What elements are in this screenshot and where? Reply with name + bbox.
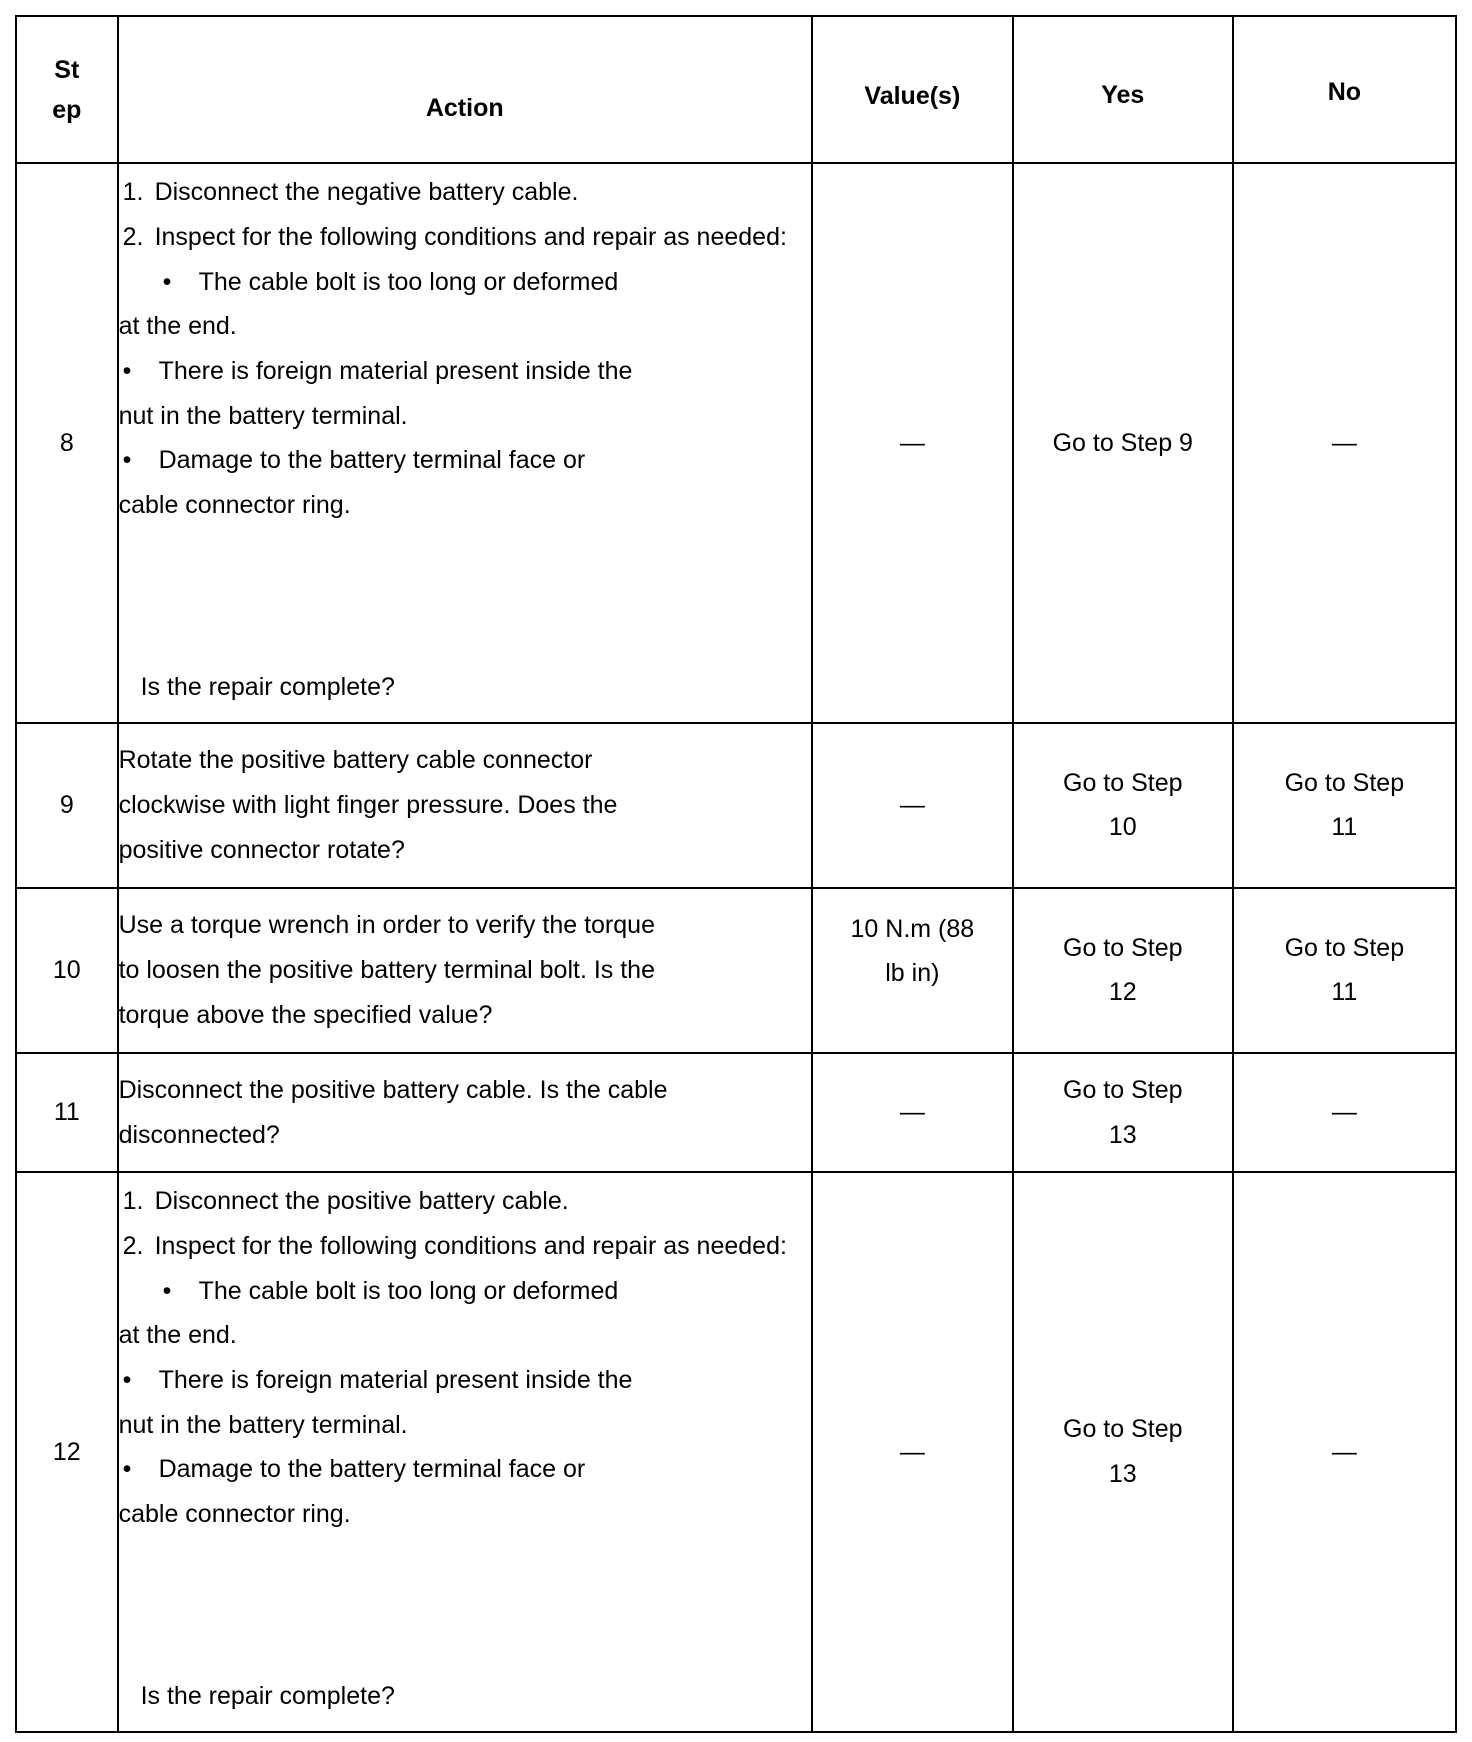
action-line: disconnected? [118, 1120, 280, 1149]
yes-line: 12 [1108, 978, 1137, 1007]
diagnostic-table [15, 15, 1457, 1733]
header-values-label: Value(s) [864, 82, 961, 111]
no-line: Go to Step [1284, 768, 1405, 797]
bullet-continuation: at the end. [118, 312, 237, 341]
action-cell [118, 163, 812, 723]
yes-line: Go to Step [1063, 1075, 1183, 1104]
header-values [812, 16, 1013, 163]
yes-cell [1013, 723, 1233, 888]
bullet-item [119, 1447, 811, 1492]
bullet-item [119, 349, 811, 394]
bullet-text: Damage to the battery terminal face or [158, 446, 586, 475]
header-step-line1: St [54, 55, 80, 84]
no-cell: — [1233, 163, 1456, 723]
step-number: 8 [16, 163, 118, 723]
value-cell: — [812, 163, 1013, 723]
bullet-item [119, 260, 811, 305]
table-row [16, 1053, 1456, 1172]
action-item [119, 170, 811, 215]
bullet-text: There is foreign material present inside the [158, 356, 633, 385]
yes-cell: Go to Step 9 [1013, 163, 1233, 723]
value-cell: — [812, 1053, 1013, 1172]
value-cell [812, 888, 1013, 1053]
step-number: 10 [16, 888, 118, 1053]
action-line: clockwise with light finger pressure. Does the [118, 791, 618, 820]
bullet-text: The cable bolt is too long or deformed [198, 1276, 619, 1305]
yes-line: 10 [1108, 813, 1137, 842]
yes-line: Go to Step [1063, 933, 1183, 962]
header-row [16, 16, 1456, 163]
item-text: Inspect for the following conditions and repair as needed: [154, 222, 787, 251]
bullet-item [119, 438, 811, 483]
no-cell: — [1233, 1053, 1456, 1172]
bullet-item [119, 1358, 811, 1403]
value-cell: — [812, 723, 1013, 888]
action-line: torque above the specified value? [118, 1000, 493, 1029]
no-line: Go to Step [1284, 933, 1405, 962]
yes-line: 13 [1108, 1460, 1137, 1489]
action-item [119, 215, 811, 260]
action-line: Rotate the positive battery cable connector [118, 746, 593, 775]
bullet-icon: • [122, 446, 132, 475]
bullet-icon: • [122, 1455, 132, 1484]
yes-line: Go to Step [1063, 768, 1183, 797]
step-number: 9 [16, 723, 118, 888]
action-item [119, 1179, 811, 1224]
yes-line: 13 [1108, 1120, 1137, 1149]
action-line: positive connector rotate? [118, 835, 405, 864]
header-yes-label: Yes [1101, 81, 1145, 110]
action-item [119, 1224, 811, 1269]
header-no-label: No [1327, 78, 1362, 107]
question-text: Is the repair complete? [140, 1682, 395, 1711]
item-text: Inspect for the following conditions and repair as needed: [154, 1231, 787, 1260]
action-cell [118, 723, 812, 888]
no-cell: — [1233, 1172, 1456, 1732]
header-action-label: Action [425, 94, 504, 123]
header-no [1233, 16, 1456, 163]
question-text: Is the repair complete? [140, 673, 395, 702]
header-yes [1013, 16, 1233, 163]
bullet-icon: • [122, 356, 132, 385]
item-number: 2. [122, 1231, 144, 1260]
no-line: 11 [1331, 978, 1358, 1007]
header-step [16, 16, 118, 163]
yes-line: Go to Step [1063, 1415, 1183, 1444]
action-line: Use a torque wrench in order to verify the torque [118, 911, 655, 940]
item-text: Disconnect the negative battery cable. [154, 178, 579, 207]
item-number: 2. [122, 222, 144, 251]
bullet-continuation: cable connector ring. [118, 491, 351, 520]
value-line: lb in) [885, 959, 940, 988]
bullet-continuation: cable connector ring. [118, 1500, 351, 1529]
action-cell [118, 1053, 812, 1172]
action-cell [118, 888, 812, 1053]
step-number: 11 [16, 1053, 118, 1172]
yes-cell [1013, 1172, 1233, 1732]
table-row [16, 888, 1456, 1053]
no-cell [1233, 888, 1456, 1053]
yes-cell [1013, 888, 1233, 1053]
step-number: 12 [16, 1172, 118, 1732]
table-row [16, 723, 1456, 888]
bullet-continuation: at the end. [118, 1321, 237, 1350]
action-line: to loosen the positive battery terminal bolt. Is the [118, 956, 655, 985]
header-action [118, 16, 812, 163]
no-cell [1233, 723, 1456, 888]
bullet-item [119, 1269, 811, 1314]
bullet-icon: • [162, 1276, 172, 1305]
value-cell: — [812, 1172, 1013, 1732]
bullet-text: Damage to the battery terminal face or [158, 1455, 586, 1484]
item-text: Disconnect the positive battery cable. [154, 1187, 569, 1216]
table-row [16, 1172, 1456, 1732]
bullet-text: There is foreign material present inside the [158, 1366, 633, 1395]
item-number: 1. [122, 178, 144, 207]
bullet-continuation: nut in the battery terminal. [118, 401, 408, 430]
action-cell [118, 1172, 812, 1732]
yes-cell [1013, 1053, 1233, 1172]
item-number: 1. [122, 1187, 144, 1216]
bullet-icon: • [122, 1366, 132, 1395]
bullet-text: The cable bolt is too long or deformed [198, 267, 619, 296]
bullet-continuation: nut in the battery terminal. [118, 1410, 408, 1439]
bullet-icon: • [162, 267, 172, 296]
no-line: 11 [1331, 813, 1358, 842]
action-line: Disconnect the positive battery cable. Is the cable [118, 1075, 668, 1104]
value-line: 10 N.m (88 [850, 914, 975, 943]
header-step-line2: ep [52, 95, 82, 124]
table-row [16, 163, 1456, 723]
